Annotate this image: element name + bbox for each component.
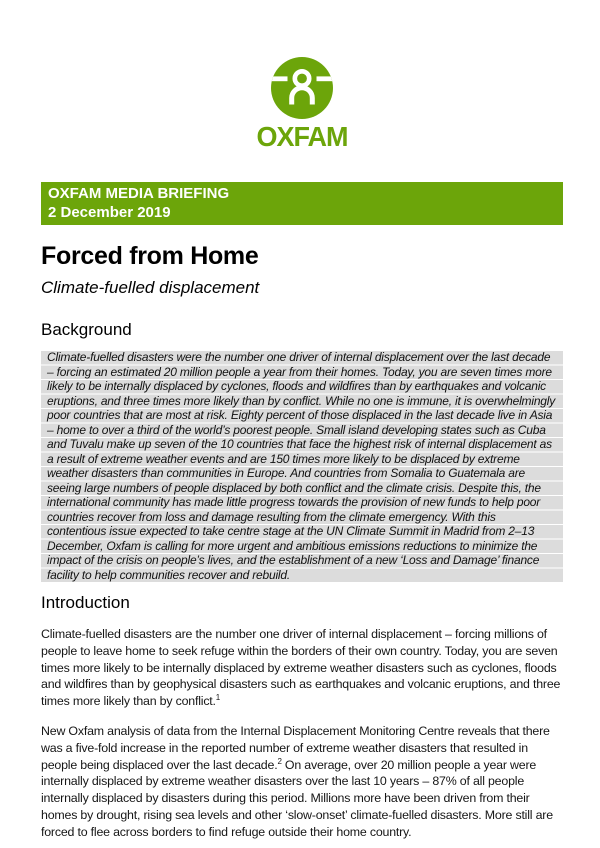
oxfam-person-emblem-icon [271,57,333,119]
footnote-ref-1: 1 [215,693,221,703]
intro-paragraph-1 [41,626,563,710]
background-summary-box: Climate-fuelled disasters were the number one driver of internal displacement over the last decade – forcing an estimated 20 million people a year from their homes. Today, you are seven times more likely to be internally displaced by cyclones, floods and wildfires than by earthquakes and volcanic eruptions, and three times more likely than by conflict. While no one is immune, it is overwhelmingly poor countries that are most at risk. Eighty percent of those displaced in the last decade live in Asia – home to over a third of the world’s poorest people. Small island developing states such as Cuba and Tuvalu make up seven of the 10 countries that face the highest risk of internal displacement as a result of extreme weather events and are 150 times more likely to be displaced by extreme weather disasters than communities in Europe. And countries from Somalia to Guatemala are seeing large numbers of people displaced by both conflict and the climate crisis. Despite this, the international community has made little progress towards the provision of new funds to help poor countries recover from loss and damage resulting from the climate emergency. With this contentious issue expected to take centre stage at the UN Climate Summit in Madrid from 2–13 December, Oxfam is calling for more urgent and ambitious emissions reductions to minimize the impact of the crisis on people’s lives, and the establishment of a new ‘Loss and Damage’ finance facility to help communities recover and rebuild. [41,350,563,582]
footnote-ref-2: 2 [277,756,282,766]
oxfam-logo [41,57,563,153]
intro-paragraph-2-text-a: New Oxfam analysis of data from the Internal Displacement Monitoring Centre reveals that there was a five-fold increase in the reported number of extreme weather disasters that resulted in people being displaced over the last decade. [41,723,550,772]
page-subtitle: Climate-fuelled displacement [41,278,260,297]
intro-paragraph-2 [41,723,563,841]
intro-paragraph-1-text: Climate-fuelled disasters are the number one driver of internal displacement – forcing millions of people to leave home to seek refuge within the borders of their own country. Today, you are seven times more likely to be internally displaced by extreme weather disasters such as cyclones, floods and wildfires than by geophysical disasters such as earthquakes and volcanic eruptions, and three times more likely than by conflict. [41,627,561,709]
page-title: Forced from Home [41,242,259,270]
banner-title: OXFAM MEDIA BRIEFING [48,185,230,202]
intro-paragraph-2-text-b: On average, over 20 million people a year were internally displaced by extreme weather disasters over the last 10 years – 87% of all people internally displaced by disasters during this period. Millions more have been driven from their homes by drought, rising sea levels and other ‘slow-onset’ climate-fuelled disasters. More still are forced to flee across borders to find refuge outside their home country. [41,757,553,839]
introduction-heading: Introduction [41,593,130,612]
media-briefing-banner [41,182,563,225]
background-heading: Background [41,320,132,339]
banner-date: 2 December 2019 [48,204,171,221]
oxfam-wordmark: OXFAM [256,121,348,153]
